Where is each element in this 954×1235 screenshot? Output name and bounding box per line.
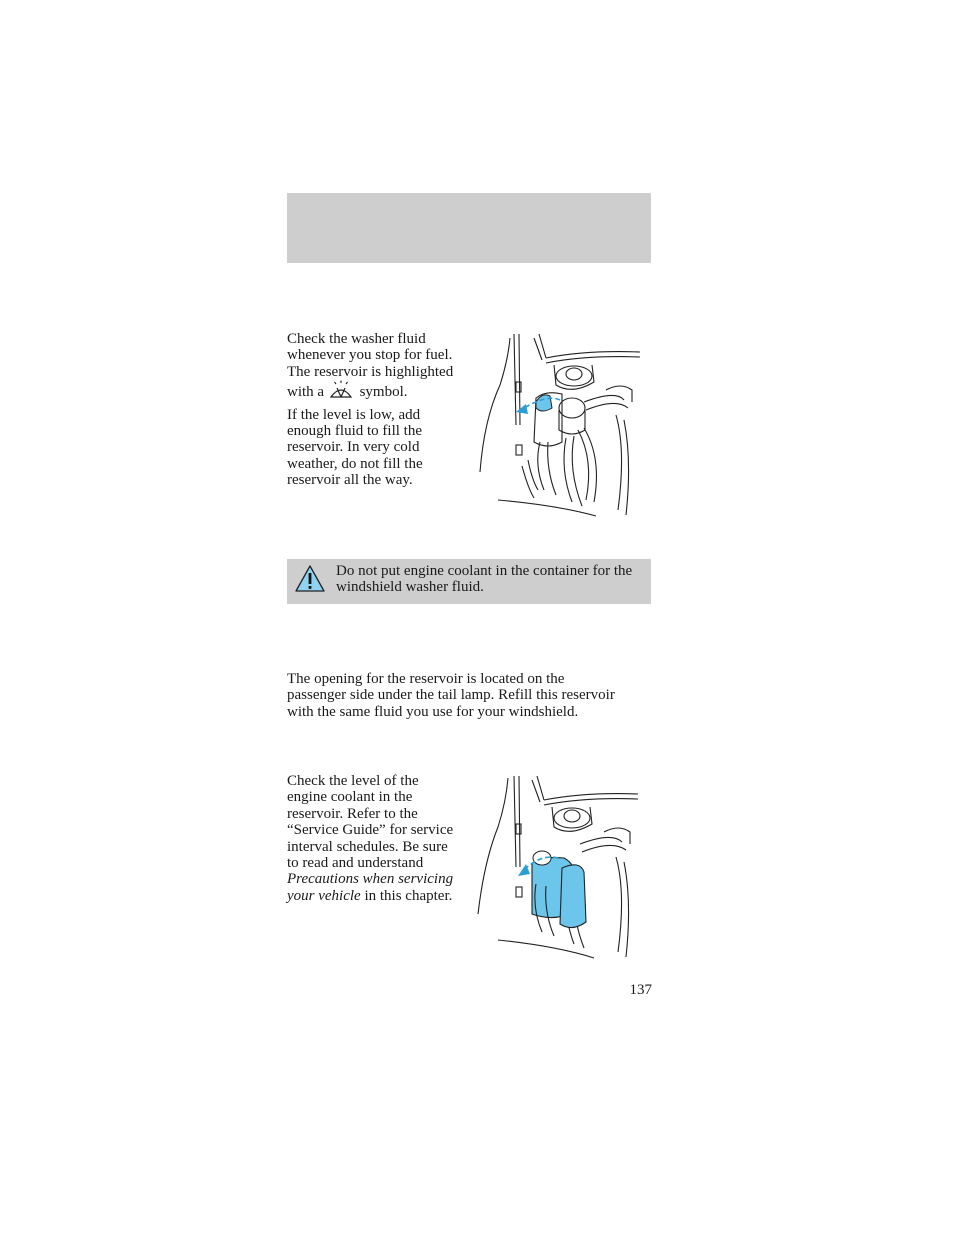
warning-text: Do not put engine coolant in the container for the windshield washer fluid. <box>336 563 633 596</box>
washer-reservoir-illustration <box>476 330 642 520</box>
windshield-washer-icon <box>328 380 354 400</box>
precautions-reference: Precautions when servicing your vehicle <box>287 871 454 904</box>
coolant-check-intro: Check the level of the engine coolant in the reservoir. Refer to the “Service Guide” for service interval schedules. Be sure to read and understand <box>287 773 454 872</box>
coolant-check-suffix: in this chapter. <box>364 887 453 904</box>
washer-fluid-intro: Check the washer fluid whenever you stop for fuel. The reservoir is highlighted with a <box>287 331 454 401</box>
washer-fluid-paragraph-2: If the level is low, add enough fluid to fill the reservoir. In very cold weather, do not fill the reservoir all the way. <box>287 406 423 489</box>
warning-triangle-icon <box>295 565 325 592</box>
coolant-check-paragraph <box>287 773 462 904</box>
section-header-bar <box>287 193 651 263</box>
page-number: 137 <box>629 982 652 998</box>
washer-fluid-paragraph-1 <box>287 331 462 401</box>
washer-fluid-symbol-suffix: symbol. <box>359 384 408 401</box>
coolant-check-text <box>287 773 462 904</box>
rear-washer-text: The opening for the reservoir is located on the passenger side under the tail lamp. Refill this reservoir with the same fluid you use for your windshield. <box>287 671 615 720</box>
warning-notice <box>287 559 651 604</box>
coolant-reservoir-illustration <box>476 772 642 962</box>
washer-fluid-text <box>287 331 462 489</box>
